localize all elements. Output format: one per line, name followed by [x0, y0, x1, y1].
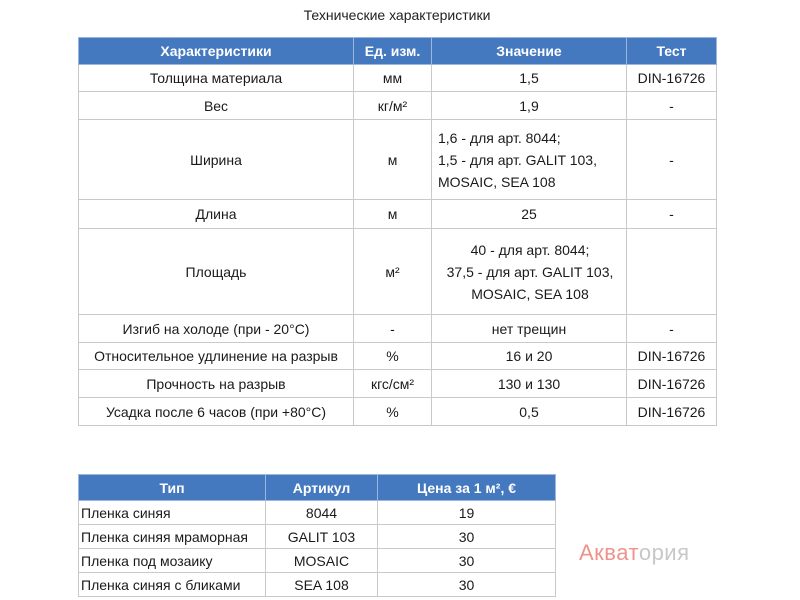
spec-unit: м [354, 200, 432, 229]
table-row [79, 501, 556, 525]
header-type: Тип [79, 475, 266, 501]
spec-value: 25 [432, 200, 627, 229]
spec-test: DIN-16726 [627, 65, 717, 92]
price-type: Пленка синяя [79, 501, 266, 525]
spec-unit: м² [354, 229, 432, 315]
header-price: Цена за 1 м², € [378, 475, 556, 501]
price-type: Пленка синяя с бликами [79, 573, 266, 597]
spec-test: - [627, 315, 717, 343]
spec-value: 16 и 20 [432, 343, 627, 370]
price-article: MOSAIC [266, 549, 378, 573]
spec-test: DIN-16726 [627, 370, 717, 398]
header-unit: Ед. изм. [354, 38, 432, 65]
price-article: GALIT 103 [266, 525, 378, 549]
price-type: Пленка под мозаику [79, 549, 266, 573]
spec-test [627, 229, 717, 315]
watermark-logo [579, 540, 690, 566]
specs-table [78, 37, 717, 426]
spec-name: Усадка после 6 часов (при +80°С) [79, 398, 354, 426]
table-row [79, 92, 717, 120]
header-value: Значение [432, 38, 627, 65]
spec-value-line: 37,5 - для арт. GALIT 103, [446, 263, 614, 280]
header-article: Артикул [266, 475, 378, 501]
spec-unit: кгс/см² [354, 370, 432, 398]
watermark-part-grey: ория [638, 540, 690, 565]
spec-test: - [627, 120, 717, 200]
spec-test: DIN-16726 [627, 398, 717, 426]
spec-value-line: MOSAIC, SEA 108 [438, 173, 556, 190]
spec-name: Относительное удлинение на разрыв [79, 343, 354, 370]
header-characteristics: Характеристики [79, 38, 354, 65]
spec-value: нет трещин [432, 315, 627, 343]
spec-value-line: 1,6 - для арт. 8044; [438, 129, 561, 146]
table-row [79, 549, 556, 573]
spec-unit: - [354, 315, 432, 343]
spec-unit: мм [354, 65, 432, 92]
spec-unit: % [354, 343, 432, 370]
spec-value: 1,5 [432, 65, 627, 92]
table-row [79, 343, 717, 370]
spec-value-line: 40 - для арт. 8044; [470, 241, 590, 258]
spec-value [432, 120, 627, 200]
spec-test: - [627, 92, 717, 120]
spec-test: - [627, 200, 717, 229]
spec-name: Площадь [79, 229, 354, 315]
spec-name: Ширина [79, 120, 354, 200]
spec-name: Толщина материала [79, 65, 354, 92]
prices-table [78, 474, 556, 597]
table-row [79, 370, 717, 398]
spec-name: Длина [79, 200, 354, 229]
spec-value [432, 229, 627, 315]
table-row [79, 525, 556, 549]
price-value: 30 [378, 525, 556, 549]
watermark-part-red: Акват [579, 540, 639, 565]
price-article: 8044 [266, 501, 378, 525]
spec-unit: кг/м² [354, 92, 432, 120]
spec-unit: м [354, 120, 432, 200]
specs-header-row [79, 38, 717, 65]
spec-name: Вес [79, 92, 354, 120]
prices-header-row [79, 475, 556, 501]
price-value: 30 [378, 573, 556, 597]
spec-value: 130 и 130 [432, 370, 627, 398]
price-article: SEA 108 [266, 573, 378, 597]
page-title: Технические характеристики [303, 7, 491, 23]
spec-unit: % [354, 398, 432, 426]
spec-test: DIN-16726 [627, 343, 717, 370]
table-row [79, 398, 717, 426]
spec-value-line: MOSAIC, SEA 108 [471, 285, 589, 302]
spec-value-line: 1,5 - для арт. GALIT 103, [438, 151, 597, 168]
table-row [79, 573, 556, 597]
table-row [79, 315, 717, 343]
table-row [79, 200, 717, 229]
table-row [79, 229, 717, 315]
spec-value: 0,5 [432, 398, 627, 426]
price-value: 19 [378, 501, 556, 525]
table-row [79, 120, 717, 200]
spec-name: Прочность на разрыв [79, 370, 354, 398]
spec-name: Изгиб на холоде (при - 20°С) [79, 315, 354, 343]
price-value: 30 [378, 549, 556, 573]
header-test: Тест [627, 38, 717, 65]
price-type: Пленка синяя мраморная [79, 525, 266, 549]
table-row [79, 65, 717, 92]
spec-value: 1,9 [432, 92, 627, 120]
